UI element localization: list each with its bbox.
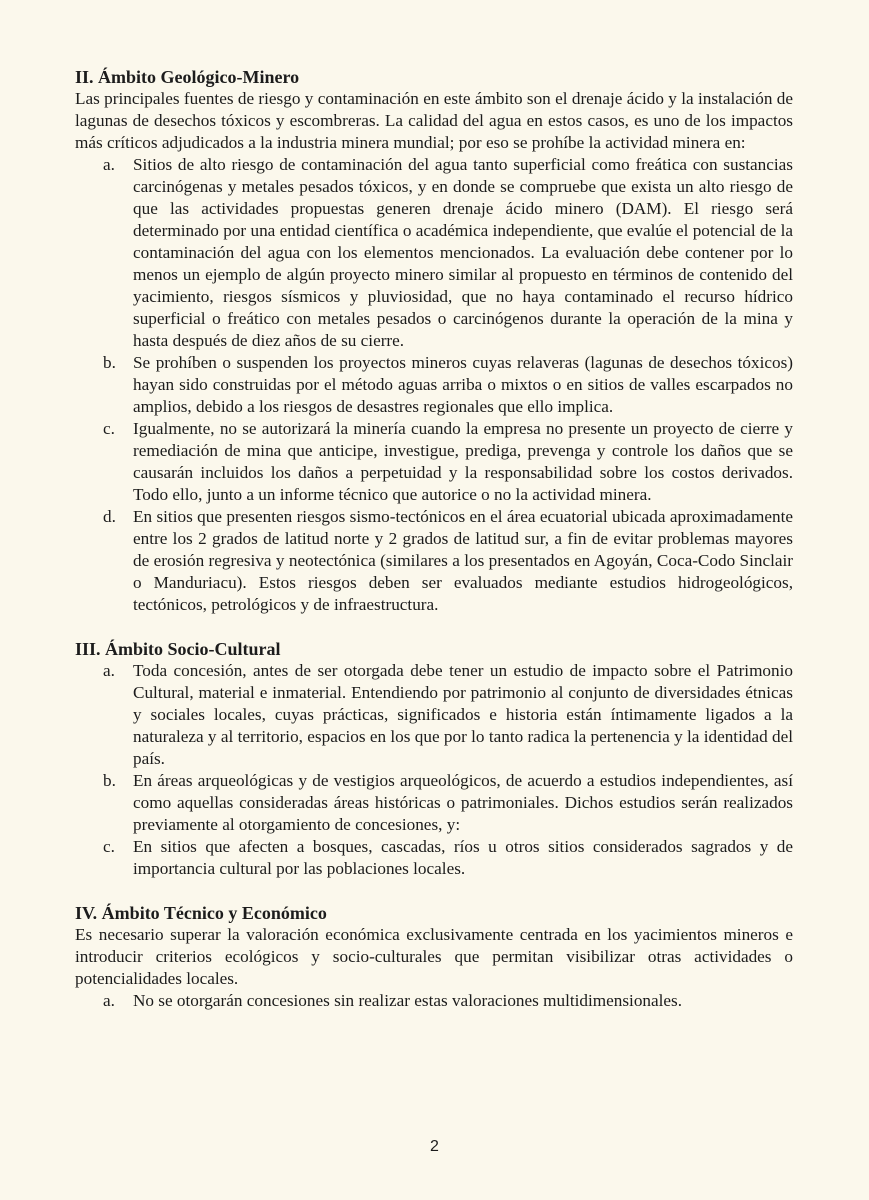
list-marker: b. [103, 353, 116, 372]
list-item [75, 506, 793, 616]
section-gap [75, 616, 793, 638]
document-body [75, 66, 793, 1012]
list-item [75, 154, 793, 352]
section-gap [75, 880, 793, 902]
list-item [75, 660, 793, 770]
list-item-text: En sitios que afecten a bosques, cascadas, ríos u otros sitios considerados sagrados y de importancia cultural por las poblaciones locales. [133, 837, 793, 878]
list-item-text: Igualmente, no se autorizará la minería cuando la empresa no presente un proyecto de cierre y remediación de mina que anticipe, investigue, prediga, prevenga y controle los daños que se causarán incluidos los daños a perpetuidad y la responsabilidad sobre los costos derivados. Todo ello, junto a un informe técnico que autorice o no la actividad minera. [133, 419, 793, 504]
list-marker: a. [103, 155, 115, 174]
list-item [75, 418, 793, 506]
section-list [75, 660, 793, 880]
section-tecnico-economico [75, 902, 793, 1012]
list-marker: c. [103, 419, 115, 438]
list-item [75, 770, 793, 836]
list-marker: d. [103, 507, 116, 526]
list-marker: a. [103, 991, 115, 1010]
list-item [75, 990, 793, 1012]
section-intro: Es necesario superar la valoración económica exclusivamente centrada en los yacimientos mineros e introducir criterios ecológicos y socio-culturales que permitan visibilizar otras actividades o potencialidades locales. [75, 925, 793, 988]
list-item-text: Toda concesión, antes de ser otorgada debe tener un estudio de impacto sobre el Patrimonio Cultural, material e inmaterial. Entendiendo por patrimonio al conjunto de diversidades étnicas y sociales locales, cuyas prácticas, significados e historia están íntimamente ligados a la naturaleza y al territorio, espacios en los que por lo tanto radica la pertenencia y la identidad del país. [133, 661, 793, 768]
section-geologico-minero [75, 66, 793, 616]
section-heading: II. Ámbito Geológico-Minero [75, 67, 300, 87]
section-socio-cultural [75, 638, 793, 880]
section-list [75, 154, 793, 616]
list-item [75, 836, 793, 880]
list-item-text: En áreas arqueológicas y de vestigios arqueológicos, de acuerdo a estudios independientes, así como aquellas consideradas áreas históricas o patrimoniales. Dichos estudios serán realizados previamente al otorgamiento de concesiones, y: [133, 771, 793, 834]
list-marker: a. [103, 661, 115, 680]
list-item [75, 352, 793, 418]
section-intro: Las principales fuentes de riesgo y contaminación en este ámbito son el drenaje ácido y la instalación de lagunas de desechos tóxicos y escombreras. La calidad del agua en estos casos, es uno de los impactos más críticos adjudicados a la industria minera mundial; por eso se prohíbe la actividad minera en: [75, 89, 793, 152]
list-item-text: No se otorgarán concesiones sin realizar estas valoraciones multidimensionales. [133, 991, 683, 1010]
section-heading: IV. Ámbito Técnico y Económico [75, 903, 327, 923]
section-heading: III. Ámbito Socio-Cultural [75, 639, 281, 659]
page-number: 2 [430, 1138, 439, 1155]
list-item-text: Sitios de alto riesgo de contaminación del agua tanto superficial como freática con sustancias carcinógenas y metales pesados tóxicos, y en donde se compruebe que exista un alto riesgo de que las actividades propuestas generen drenaje ácido minero (DAM). El riesgo será determinado por una entidad científica o académica independiente, que evalúe el potencial de la contaminación del agua con los elementos mencionados. La evaluación debe contener por lo menos un ejemplo de algún proyecto minero similar al propuesto en términos de contenido del yacimiento, riesgos sísmicos y pluviosidad, que no haya contaminado el recurso hídrico superficial o freático con metales pesados o carcinógenos durante la operación de la mina y hasta después de diez años de su cierre. [133, 155, 793, 350]
list-marker: c. [103, 837, 115, 856]
list-item-text: En sitios que presenten riesgos sismo-tectónicos en el área ecuatorial ubicada aproximadamente entre los 2 grados de latitud norte y 2 grados de latitud sur, a fin de evitar problemas mayores de erosión regresiva y neotectónica (similares a los presentados en Agoyán, Coca-Codo Sinclair o Manduriacu). Estos riesgos deben ser evaluados mediante estudios hidrogeológicos, tectónicos, petrológicos y de infraestructura. [133, 507, 793, 614]
list-item-text: Se prohíben o suspenden los proyectos mineros cuyas relaveras (lagunas de desechos tóxicos) hayan sido construidas por el método aguas arriba o mixtos o en sitios de valles escarpados no amplios, debido a los riesgos de desastres regionales que ello implica. [133, 353, 793, 416]
section-list [75, 990, 793, 1012]
list-marker: b. [103, 771, 116, 790]
